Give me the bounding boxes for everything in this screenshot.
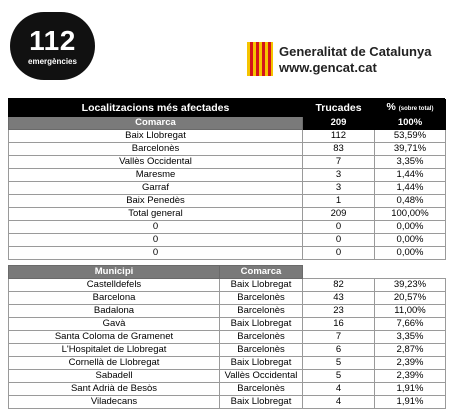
municipi-comarca-header: Comarca [220, 266, 303, 279]
pct-cell: 2,87% [375, 344, 446, 357]
pct-cell: 1,44% [375, 169, 446, 182]
logo-112-number: 112 [29, 25, 76, 56]
table-row [9, 143, 446, 156]
pct-cell: 53,59% [375, 130, 446, 143]
table-row [9, 344, 446, 357]
pct-cell: 7,66% [375, 318, 446, 331]
calls-cell: 3 [303, 182, 375, 195]
calls-cell: 0 [303, 221, 375, 234]
table-row [9, 383, 446, 396]
calls-cell: 16 [303, 318, 375, 331]
calls-cell: 3 [303, 169, 375, 182]
table-row [9, 221, 446, 234]
calls-cell: 23 [303, 305, 375, 318]
calls-cell: 83 [303, 143, 375, 156]
pct-cell: 39,23% [375, 279, 446, 292]
calls-cell: 209 [303, 208, 375, 221]
pct-cell: 0,00% [375, 221, 446, 234]
calls-cell: 6 [303, 344, 375, 357]
calls-cell: 1 [303, 195, 375, 208]
municipi-cell: Gavà [9, 318, 220, 331]
calls-cell: 112 [303, 130, 375, 143]
table-row [9, 292, 446, 305]
comarques-body [9, 130, 446, 260]
municipi-cell: Castelldefels [9, 279, 220, 292]
pct-symbol: % [386, 101, 396, 113]
comarques-header-row [9, 117, 446, 130]
table-row [9, 247, 446, 260]
calls-cell: 5 [303, 357, 375, 370]
municipi-header: Municipi [9, 266, 220, 279]
pct-cell: 3,35% [375, 331, 446, 344]
comarca-cell: Maresme [9, 169, 303, 182]
pct-cell: 39,71% [375, 143, 446, 156]
pct-cell: 3,35% [375, 156, 446, 169]
table-row [9, 305, 446, 318]
comarca-cell: Barcelonès [220, 305, 303, 318]
logo-112 [10, 12, 95, 80]
gencat-web: www.gencat.cat [279, 60, 377, 75]
table-row [9, 208, 446, 221]
calls-cell: 43 [303, 292, 375, 305]
senyera-flag-icon [247, 42, 273, 76]
comarca-cell: 0 [9, 221, 303, 234]
municipi-cell: Santa Coloma de Gramenet [9, 331, 220, 344]
comarca-cell: Baix Llobregat [9, 130, 303, 143]
pct-cell: 1,44% [375, 182, 446, 195]
table-row [9, 396, 446, 409]
pct-cell: 2,39% [375, 357, 446, 370]
comarca-cell: Barcelonès [220, 331, 303, 344]
comarques-table [8, 99, 446, 260]
pct-cell: 11,00% [375, 305, 446, 318]
total-calls-header: 209 [303, 117, 375, 130]
table-row [9, 182, 446, 195]
comarca-cell: Baix Llobregat [220, 318, 303, 331]
calls-cell: 7 [303, 156, 375, 169]
table-row [9, 279, 446, 292]
comarca-cell: Baix Penedès [9, 195, 303, 208]
table-row [9, 234, 446, 247]
municipi-cell: L'Hospitalet de Llobregat [9, 344, 220, 357]
pct-cell: 1,91% [375, 383, 446, 396]
table-row [9, 370, 446, 383]
total-pct-header: 100% [375, 117, 446, 130]
comarques-title-row [9, 100, 446, 117]
pct-cell: 20,57% [375, 292, 446, 305]
municipi-cell: Viladecans [9, 396, 220, 409]
pct-cell: 0,00% [375, 247, 446, 260]
municipi-cell: Barcelona [9, 292, 220, 305]
blank-cell [303, 266, 375, 279]
municipis-table [8, 265, 446, 409]
calls-cell: 5 [303, 370, 375, 383]
table-row [9, 357, 446, 370]
comarca-cell: 0 [9, 247, 303, 260]
table-row [9, 169, 446, 182]
table-row [9, 318, 446, 331]
pct-cell: 0,48% [375, 195, 446, 208]
calls-cell: 4 [303, 383, 375, 396]
blank-cell [375, 266, 446, 279]
comarca-cell: Barcelonès [9, 143, 303, 156]
calls-cell: 0 [303, 234, 375, 247]
comarca-cell: Baix Llobregat [220, 357, 303, 370]
table-row [9, 195, 446, 208]
pct-cell: 2,39% [375, 370, 446, 383]
municipi-cell: Badalona [9, 305, 220, 318]
comarca-cell: 0 [9, 234, 303, 247]
calls-cell: 82 [303, 279, 375, 292]
comarca-cell: Barcelonès [220, 292, 303, 305]
comarca-cell: Barcelonès [220, 344, 303, 357]
municipis-body [9, 279, 446, 409]
table-row [9, 331, 446, 344]
pct-header [375, 100, 446, 117]
municipi-cell: Cornellà de Llobregat [9, 357, 220, 370]
municipis-header-row [9, 266, 446, 279]
pct-note: (sobre total) [398, 106, 434, 112]
comarca-cell: Barcelonès [220, 383, 303, 396]
calls-cell: 0 [303, 247, 375, 260]
comarca-cell: Baix Llobregat [220, 279, 303, 292]
comarca-cell: Baix Llobregat [220, 396, 303, 409]
comarca-cell: Vallès Occidental [220, 370, 303, 383]
calls-cell: 4 [303, 396, 375, 409]
municipi-cell: Sant Adrià de Besòs [9, 383, 220, 396]
comarca-cell: Total general [9, 208, 303, 221]
logo-112-subtitle: emergències [28, 57, 77, 66]
comarca-cell: Garraf [9, 182, 303, 195]
comarca-header: Comarca [9, 117, 303, 130]
pct-cell: 1,91% [375, 396, 446, 409]
comarca-cell: Vallès Occidental [9, 156, 303, 169]
calls-header: Trucades [303, 100, 375, 117]
table-row [9, 130, 446, 143]
municipi-cell: Sabadell [9, 370, 220, 383]
calls-cell: 7 [303, 331, 375, 344]
pct-cell: 100,00% [375, 208, 446, 221]
title-cell: Localitzacions més afectades [9, 100, 303, 117]
pct-cell: 0,00% [375, 234, 446, 247]
gencat-name: Generalitat de Catalunya [279, 44, 432, 59]
table-row [9, 156, 446, 169]
